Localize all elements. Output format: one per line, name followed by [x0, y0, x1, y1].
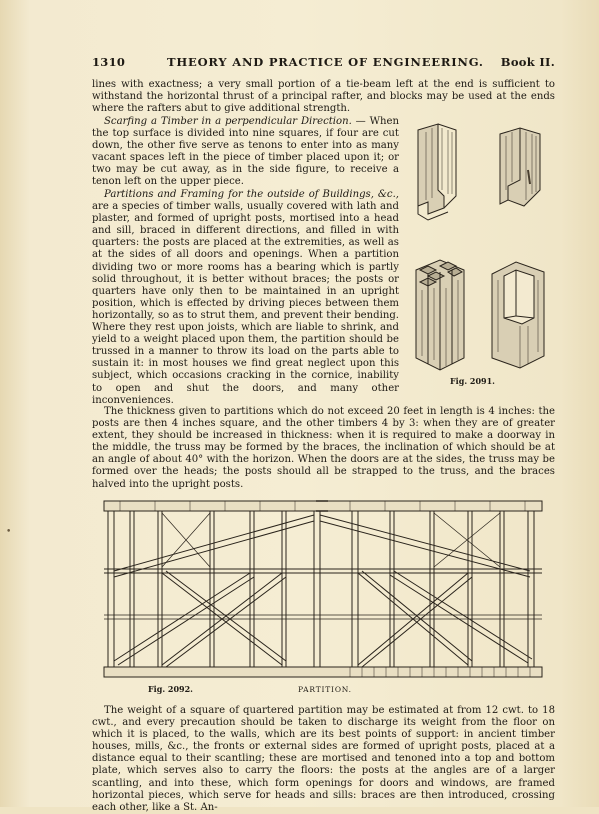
figure-2091-caption: Fig. 2091.: [450, 376, 495, 386]
paragraph-weight: [92, 705, 555, 814]
paragraph-partitions: [92, 189, 399, 407]
running-title: THEORY AND PRACTICE OF ENGINEERING.: [167, 55, 484, 69]
partitions-body: are a species of timber walls, usually covered with lath and plaster, and formed of upright posts, mortised into a head and sill, braced in different directions, and filled in with quarters: the posts are placed at the extremities, as well as at the sides of all doors and openings. When a partition dividing two or more rooms has a bearing which is partly solid throughout, it is better without braces; the posts or quarters have only then to be maintained in an upright position, which is effected by driving pieces between them horizontally, so as to strut them, and prevent their bending. Where they rest upon joists, which are liable to shrink, and yield to a weight placed upon them, the partition should be trussed in a manner to throw its load on the parts able to sustain it: in most houses we find great neglect upon this subject, which occasions cracking in the cornice, inability to open and shut the doors, and many other inconveniences.: [92, 201, 399, 406]
figure-2092-caption: Fig. 2092.: [148, 684, 193, 694]
paragraph-intro: [92, 79, 555, 115]
page-number: 1310: [92, 55, 126, 69]
scarfing-heading: Scarfing a Timber in a perpendicular Direction.: [104, 116, 352, 127]
figure-2092-partition-framing: [100, 497, 547, 682]
figure-2092-label: PARTITION.: [298, 685, 352, 694]
weight-text: The weight of a square of quartered partition may be estimated at from 12 cwt. to 18 cwt., and every precaution should be taken to discharge its weight from the floor on which it is placed, to the walls, which are its best points of support: in ancient timber houses, mills, &c., the fronts or external sides are formed of upright posts, placed at a distance equal to their scantling; these are mortised and tenoned into a top and bottom plate, which serves also to carry the floors: the posts at the angles are of a larger scantling, and into these, which form openings for doors and windows, are framed horizontal pieces, which serve for heads and sills: braces are then introduced, crossing each other, like a St. An-: [92, 705, 555, 813]
figure-2091-scarf-joints: [404, 120, 556, 382]
thickness-text: The thickness given to partitions which do not exceed 20 feet in length is 4 inches: the posts are then 4 inches square, and the other timbers 4 by 3: when they are of greater extent, they should be increased in thickness: when it is required to make a doorway in the middle, the truss may be formed by the braces, the inclination of which should be at an angle of about 40° with the horizon. When the doors are at the sides, the truss may be formed over the heads; the posts should all be strapped to the truss, and the braces halved into the upright posts.: [92, 406, 555, 490]
scarfing-body: — When the top surface is divided into nine squares, if four are cut down, the other five serve as tenons to enter into as many vacant spaces left in the piece of timber placed upon it; or two may be cut away, as in the side figure, to receive a tenon left on the upper piece.: [92, 116, 399, 188]
partitions-heading: Partitions and Framing for the outside of Buildings, &c.,: [104, 189, 399, 200]
intro-text: lines with exactness; a very small portion of a tie-beam left at the end is sufficient to withstand the horizontal thrust of a principal rafter, and blocks may be used at the ends where the rafters abut to give additional strength.: [92, 79, 555, 115]
paragraph-scarfing: [92, 116, 399, 189]
book-label: Book II.: [500, 55, 555, 69]
margin-speck: •: [6, 527, 12, 537]
paragraph-thickness: [92, 406, 555, 491]
running-header: [92, 55, 555, 71]
